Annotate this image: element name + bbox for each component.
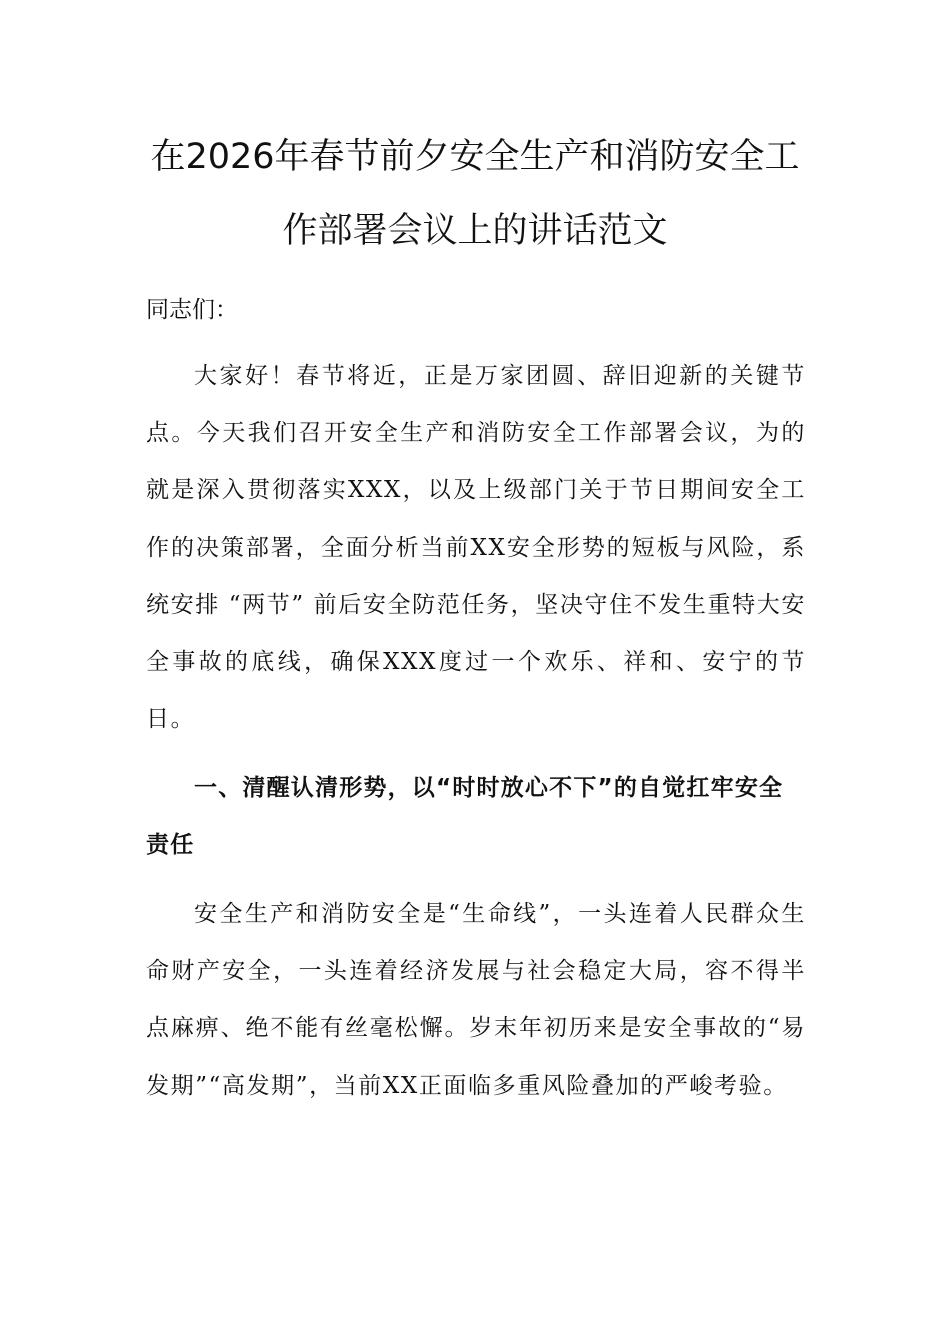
section-heading-1: 一、清醒认清形势，以“时时放心不下”的自觉扛牢安全责任: [146, 775, 784, 858]
document-title-line-1: 在2026年春节前夕安全生产和消防安全工: [150, 137, 800, 177]
salutation: 同志们：: [146, 297, 238, 323]
document-title-line-2: 作部署会议上的讲话范文: [282, 211, 668, 251]
paragraph-section-1: 安全生产和消防安全是“生命线”，一头连着人民群众生命财产安全，一头连着经济发展与社会稳定大局，容不得半点麻痹、绝不能有丝毫松懈。岁末年初历来是安全事故的“易发期”“高发期”，当前XX正面临多重风险叠加的严峻考验。: [146, 901, 806, 1099]
paragraph-opening: 大家好！春节将近，正是万家团圆、辞旧迎新的关键节点。今天我们召开安全生产和消防安全工作部署会议，为的就是深入贯彻落实XXX，以及上级部门关于节日期间安全工作的决策部署，全面分析当前XX安全形势的短板与风险，系统安排 “两节” 前后安全防范任务，坚决守住不发生重特大安全事故的底线，确保XXX度过一个欢乐、祥和、安宁的节日。: [146, 363, 806, 733]
